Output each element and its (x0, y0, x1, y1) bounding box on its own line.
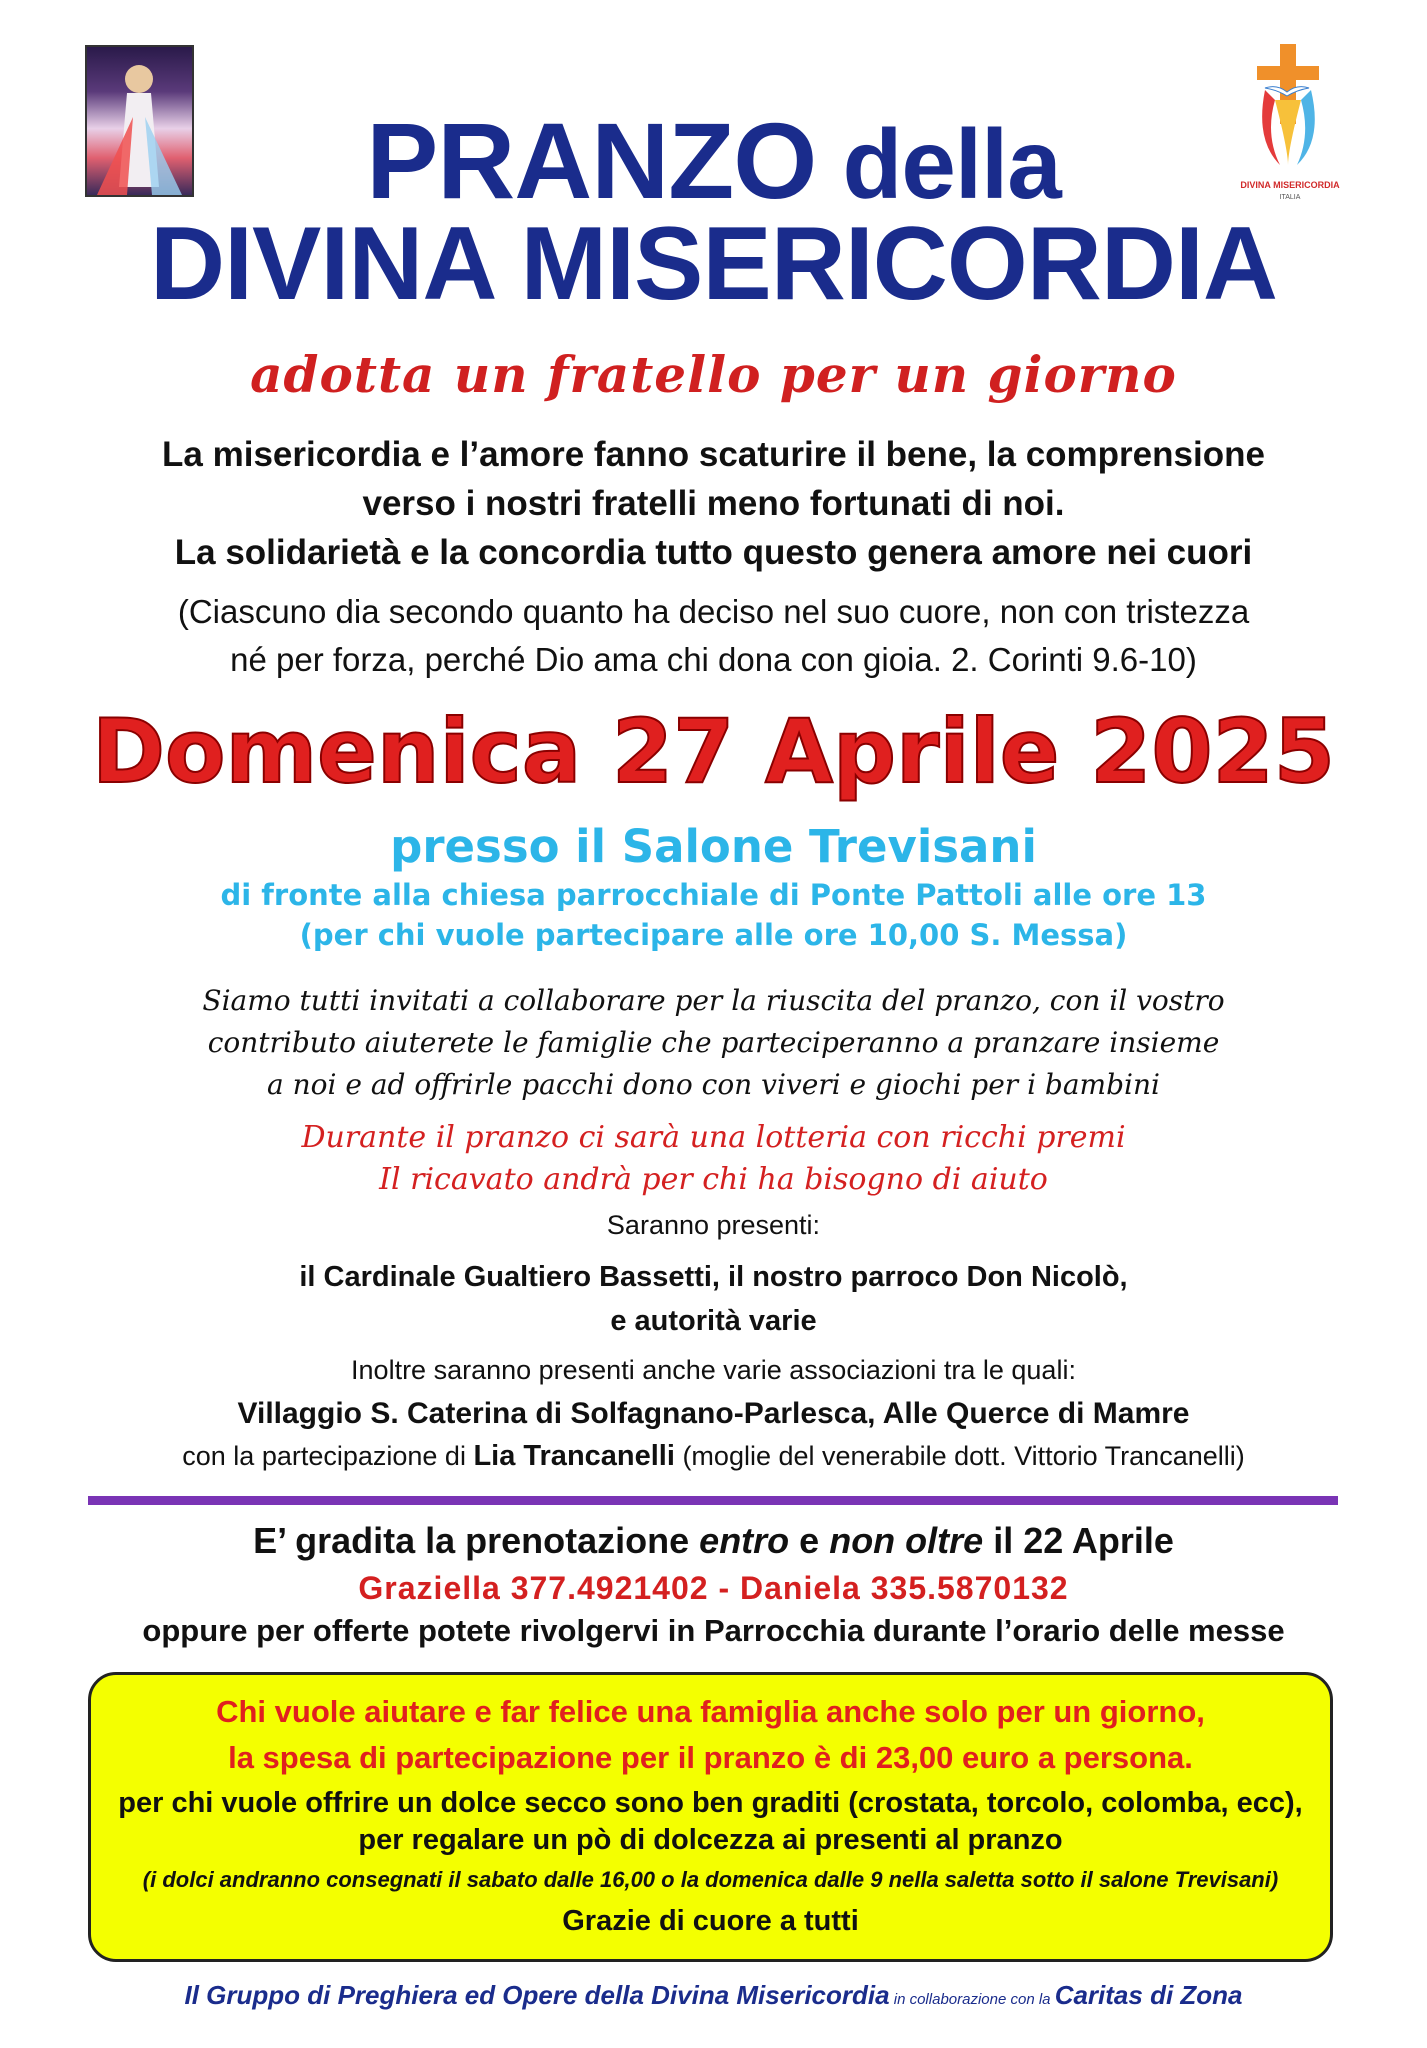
booking-line (0, 1520, 1427, 1562)
venue-details (0, 875, 1427, 955)
booking-post: il 22 Aprile (983, 1520, 1174, 1561)
present-line: il Cardinale Gualtiero Bassetti, il nostro parroco Don Nicolò, (299, 1261, 1128, 1293)
tagline: adotta un fratello per un giorno (250, 345, 1177, 404)
box-small-note: (i dolci andranno consegnati il sabato dalle 16,00 o la domenica dalle 9 nella saletta sotto il salone Trevisani) (142, 1867, 1279, 1892)
intro-line: La solidarietà e la concordia tutto questo genera amore nei cuori (174, 533, 1253, 572)
divider (88, 1496, 1338, 1505)
quote-line: né per forza, perché Dio ama chi dona con gioia. 2. Corinti 9.6-10) (230, 641, 1197, 678)
participation-line (0, 1440, 1427, 1473)
quote-line: (Ciascuno dia secondo quanto ha deciso nel suo cuore, non con tristezza (177, 593, 1250, 630)
invite-line: contributo aiuterete le famiglie che parteciperanno a pranzare insieme (207, 1026, 1220, 1059)
invite-line: a noi e ad offrirle pacchi dono con viveri e giochi per i bambini (267, 1068, 1160, 1101)
bible-quote (0, 588, 1427, 684)
lottery-text (0, 1117, 1427, 1201)
participation-pre: con la partecipazione di (182, 1441, 474, 1471)
info-box (88, 1672, 1333, 1962)
footer-small: in collaborazione con la (889, 1991, 1055, 2008)
associations-list: Villaggio S. Caterina di Solfagnano-Parlesca, Alle Querce di Mamre (237, 1397, 1190, 1430)
title-line-2: DIVINA MISERICORDIA (150, 206, 1277, 322)
invite-text (0, 980, 1427, 1106)
intro-text (0, 430, 1427, 577)
footer-main: Il Gruppo di Preghiera ed Opere della Divina Misericordia (184, 1980, 890, 2010)
lottery-line: Durante il pranzo ci sarà una lotteria con ricchi premi (301, 1120, 1126, 1155)
present-guests (0, 1255, 1427, 1343)
participation-post: (moglie del venerabile dott. Vittorio Trancanelli) (674, 1441, 1245, 1471)
venue-line: (per chi vuole partecipare alle ore 10,00 S. Messa) (299, 918, 1128, 952)
box-black-text (91, 1785, 1330, 1859)
box-black-line: per chi vuole offrire un dolce secco sono ben graditi (crostata, torcolo, colomba, ecc), (118, 1787, 1303, 1819)
associations-label: Inoltre saranno presenti anche varie associazioni tra le quali: (351, 1355, 1076, 1385)
footer-end: Caritas di Zona (1054, 1980, 1243, 2010)
box-black-line: per regalare un pò di dolcezza ai presenti al pranzo (358, 1824, 1063, 1856)
contact-phones: Graziella 377.4921402 - Daniela 335.5870132 (358, 1570, 1069, 1606)
event-date: Domenica 27 Aprile 2025 (91, 700, 1336, 803)
booking-em2: non oltre (829, 1520, 984, 1561)
offer-line: oppure per offerte potete rivolgervi in Parrocchia durante l’orario delle messe (142, 1613, 1285, 1648)
logo-subtext: ITALIA (1279, 194, 1301, 201)
venue-title: presso il Salone Trevisani (390, 820, 1037, 873)
invite-line: Siamo tutti invitati a collaborare per la riuscita del pranzo, con il vostro (202, 984, 1225, 1017)
box-thanks: Grazie di cuore a tutti (562, 1905, 859, 1937)
box-red-line: Chi vuole aiutare e far felice una famiglia anche solo per un giorno, (216, 1694, 1205, 1729)
title-della: della (842, 109, 1061, 219)
title-pranzo: PRANZO (366, 100, 817, 221)
footer (0, 1980, 1427, 2011)
participation-name: Lia Trancanelli (473, 1440, 675, 1472)
logo-text: DIVINA MISERICORDIA (1240, 180, 1340, 190)
booking-em1: entro (699, 1520, 790, 1561)
box-red-text (91, 1689, 1330, 1781)
booking-pre: E’ gradita la prenotazione (253, 1520, 700, 1561)
intro-line: La misericordia e l’amore fanno scaturire il bene, la comprensione (162, 435, 1265, 474)
present-line: e autorità varie (610, 1305, 817, 1337)
box-red-line: la spesa di partecipazione per il pranzo è di 23,00 euro a persona. (228, 1740, 1193, 1775)
present-label: Saranno presenti: (606, 1210, 821, 1240)
venue-line: di fronte alla chiesa parrocchiale di Ponte Pattoli alle ore 13 (220, 878, 1207, 912)
lottery-line: Il ricavato andrà per chi ha bisogno di aiuto (379, 1162, 1048, 1197)
booking-mid: e (789, 1520, 830, 1561)
intro-line: verso i nostri fratelli meno fortunati di noi. (362, 484, 1065, 523)
